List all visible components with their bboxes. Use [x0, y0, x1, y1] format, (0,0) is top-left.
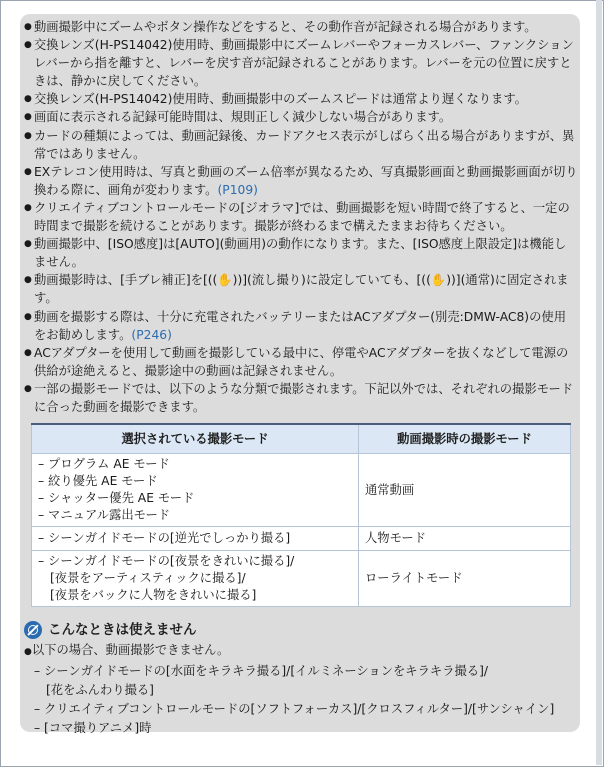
bullet-icon: ● — [24, 347, 32, 358]
table-row — [32, 454, 571, 527]
note-item: ● カードの種類によっては、動画記録後、カードアクセス表示がしばらく出る場合がありますが、異常ではありません。 — [24, 128, 575, 161]
column-header: 選択されている撮影モード — [32, 424, 359, 454]
section-title: こんなときは使えません — [24, 619, 578, 641]
bullet-icon: ● — [24, 22, 32, 32]
note-item: ● 動画撮影中、[ISO感度]は[AUTO](動画用)の動作になります。また、[ISO感度上限設定]は機能しません。 — [24, 237, 567, 270]
note-item: ● 交換レンズ(H-PS14042)使用時、動画撮影中のズームスピードは通常より遅くなります。 — [24, 90, 578, 108]
table-header-row — [32, 424, 571, 454]
prohibited-icon — [24, 621, 42, 639]
mode-cell: – シーンガイドモードの[逆光でしっかり撮る] — [32, 527, 359, 551]
cannot-line: – クリエイティブコントロールモードの[ソフトフォーカス]/[クロスフィルター]/[サンシャイン] — [34, 702, 555, 717]
note-item: ● 動画撮影時は、[手ブレ補正]を[((✋))](流し撮り)に設定していても、[((✋))](通常)に固定されます。 — [24, 273, 569, 306]
page-content — [24, 18, 578, 738]
table-row — [32, 551, 571, 607]
mode-table — [31, 423, 571, 607]
cannot-line: – [コマ撮りアニメ]時 — [34, 721, 152, 736]
note-item: ● 動画を撮影する際は、十分に充電されたバッテリーまたはACアダプター(別売:DMW-AC8)の使用をお勧めします。(P246) — [24, 309, 566, 342]
note-item: ● 一部の撮影モードでは、以下のような分類で撮影されます。下記以外では、それぞれの撮影モードに合った動画を撮影できます。 — [24, 381, 574, 414]
result-cell: 人物モード — [359, 527, 571, 551]
bullet-icon: ● — [24, 112, 32, 123]
notes-list — [24, 18, 578, 416]
bullet-icon: ● — [24, 647, 32, 658]
bullet-icon: ● — [24, 383, 32, 394]
bullet-icon: ● — [24, 130, 32, 141]
page-link-p109[interactable]: (P109) — [217, 182, 258, 197]
note-item: ● 交換レンズ(H-PS14042)使用時、動画撮影中にズームレバーやフォーカスレバー、ファンクションレバーから指を離すと、レバーを戻す音が記録されることがあります。レバーを元の位置に戻すときは、静かに戻してください。 — [24, 38, 574, 89]
result-cell: 通常動画 — [359, 454, 571, 527]
cannot-intro: ●以下の場合、動画撮影できません。 — [24, 643, 230, 658]
mode-cell: – シーンガイドモードの[夜景をきれいに撮る]/ [夜景をアーティスティックに撮る]/ [夜景をバックに人物をきれいに撮る] — [32, 551, 359, 607]
note-item: ● 動画撮影中にズームやボタン操作などをすると、その動作音が記録される場合があります。 — [24, 18, 578, 36]
table-row — [32, 527, 571, 551]
scrollbar-track[interactable] — [596, 0, 602, 765]
bullet-icon: ● — [24, 275, 32, 286]
note-item: ● 画面に表示される記録可能時間は、規則正しく減少しない場合があります。 — [24, 108, 578, 126]
bullet-icon: ● — [24, 40, 32, 51]
cannot-use-section — [24, 619, 578, 738]
note-item: ● ACアダプターを使用して動画を撮影している最中に、停電やACアダプターを抜くなどして電源の供給が途絶えると、撮影途中の動画は記録されません。 — [24, 345, 569, 378]
bullet-icon: ● — [24, 239, 32, 250]
bullet-icon: ● — [24, 166, 32, 177]
cannot-line: – シーンガイドモードの[水面をキラキラ撮る]/[イルミネーションをキラキラ撮る]/ — [34, 664, 489, 679]
bullet-icon: ● — [24, 311, 32, 322]
page-link-p246[interactable]: (P246) — [131, 327, 172, 342]
result-cell: ローライトモード — [359, 551, 571, 607]
bullet-icon: ● — [24, 202, 32, 213]
column-header: 動画撮影時の撮影モード — [359, 424, 571, 454]
note-item: ● クリエイティブコントロールモードの[ジオラマ]では、動画撮影を短い時間で終了すると、一定の時間まで撮影を続けることがあります。撮影が終わるまで構えたままお待ちください。 — [24, 200, 570, 234]
cannot-line: [花をふんわり撮る] — [46, 683, 154, 698]
bullet-icon: ● — [24, 94, 32, 105]
note-item: ● EXテレコン使用時は、写真と動画のズーム倍率が異なるため、写真撮影画面と動画撮影画面が切り換わる際に、画角が変わります。(P109) — [24, 164, 578, 197]
cannot-use-body — [24, 641, 578, 738]
mode-cell: – プログラム AE モード – 絞り優先 AE モード – シャッター優先 AE モード – マニュアル露出モード — [32, 454, 359, 527]
